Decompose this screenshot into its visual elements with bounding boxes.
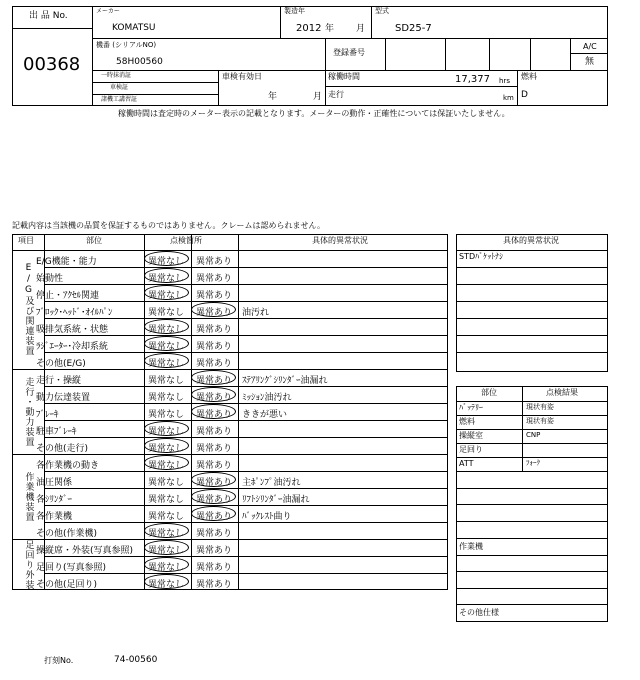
part-name: 操縦席・外装(写真参照) (36, 546, 134, 556)
option-present: 異常あり (196, 461, 233, 471)
part-name: 動力伝達装置 (36, 393, 91, 403)
note-mid: 記載内容は当該機の品質を保証するものではありません。クレームは認められません。 (12, 221, 325, 230)
option-none: 異常なし (148, 274, 185, 284)
option-none: 異常なし (148, 563, 185, 573)
table-row (0, 454, 448, 471)
issue-detail: ﾊﾞｯｸﾚｽﾄ曲り (242, 512, 292, 522)
circle-none-mark (144, 540, 189, 555)
extra-issues-header: 具体的異常状況 (503, 236, 559, 245)
table-row (0, 556, 448, 573)
option-none: 異常なし (148, 529, 185, 539)
col-check-header: 点検箇所 (170, 236, 202, 245)
maker-value: KOMATSU (112, 23, 156, 33)
inspection-expiry-label: 車検有効日 (222, 72, 262, 81)
component-name: 燃料 (459, 417, 475, 426)
part-name: 各作業機 (36, 512, 73, 522)
option-present: 異常あり (196, 512, 233, 522)
option-present: 異常あり (196, 342, 233, 352)
col-part-header: 部位 (86, 236, 102, 245)
option-present: 異常あり (196, 563, 233, 573)
part-name: 停止・ｱｸｾﾙ関連 (36, 291, 100, 301)
option-none: 異常なし (148, 308, 185, 318)
option-none: 異常なし (148, 325, 185, 335)
part-name: 油圧関係 (36, 478, 73, 488)
option-none: 異常なし (148, 291, 185, 301)
option-none: 異常なし (148, 461, 185, 471)
expiry-year-unit: 年 (268, 92, 278, 102)
table-row (0, 267, 448, 284)
option-none: 異常なし (148, 257, 185, 267)
circle-none-mark (144, 319, 189, 334)
option-none: 異常なし (148, 359, 185, 369)
hours-unit: hrs (499, 77, 510, 85)
option-present: 異常あり (196, 257, 233, 267)
month-unit: 月 (356, 24, 366, 34)
table-row (0, 250, 448, 267)
lot-label: 出 品 No. (29, 11, 68, 21)
option-none: 異常なし (148, 512, 185, 522)
component-result: ﾌｫｰｸ (526, 459, 540, 467)
part-name: ﾗｼﾞｴｰﾀｰ･冷却系統 (36, 342, 109, 352)
part-name: その他(作業機) (36, 529, 98, 539)
option-none: 異常なし (148, 427, 185, 437)
part-name: その他(走行) (36, 444, 89, 454)
component-result: 現状有姿 (526, 403, 554, 411)
circle-none-mark (144, 336, 189, 351)
option-none: 異常なし (148, 342, 185, 352)
option-present: 異常あり (196, 308, 233, 318)
circle-none-mark (144, 523, 189, 538)
option-none: 異常なし (148, 495, 185, 505)
year-value: 2012 (296, 23, 322, 34)
fuel-value: D (521, 90, 528, 100)
circle-none-mark (144, 353, 189, 368)
year-unit: 年 (325, 24, 335, 34)
table-row (456, 457, 608, 471)
part-name: ﾌﾞﾚｰｷ (36, 410, 59, 420)
part-name: 吸排気系統・状態 (36, 325, 109, 335)
option-none: 異常なし (148, 546, 185, 556)
circle-present-mark (191, 489, 236, 504)
option-none: 異常なし (148, 580, 185, 590)
part-name: 各作業機の動き (36, 461, 100, 471)
option-present: 異常あり (196, 393, 233, 403)
note-top: 稼働時間は査定時のメーター表示の記載となります。メーターの動作・正確性については保証いたしません。 (118, 109, 510, 118)
work-equipment-label: 作業機 (459, 542, 483, 551)
option-present: 異常あり (196, 376, 233, 386)
option-present: 異常あり (196, 478, 233, 488)
part-name: ﾌﾞﾛｯｸ･ﾍｯﾄﾞ･ｵｲﾙﾊﾟﾝ (36, 308, 113, 318)
other-spec-label: その他仕様 (459, 608, 499, 617)
group-label: E/G及び関連装置 (23, 263, 34, 356)
group-label: 走行・動力装置 (23, 376, 34, 447)
col-detail-header: 具体的異常状況 (312, 236, 368, 245)
part-name: 各ｼﾘﾝﾀﾞｰ (36, 495, 73, 505)
issue-detail: ﾐｯｼｮﾝ油汚れ (242, 393, 292, 403)
table-row (0, 573, 448, 590)
option-present: 異常あり (196, 427, 233, 437)
table-row (0, 369, 448, 386)
table-row (0, 539, 448, 556)
table-row (0, 386, 448, 403)
issue-detail: 主ﾎﾟﾝﾌﾟ油汚れ (242, 478, 301, 488)
issue-detail: ﾘﾌﾄｼﾘﾝﾀﾞｰ油漏れ (242, 495, 310, 505)
issue-detail: ききが悪い (242, 410, 288, 420)
option-present: 異常あり (196, 291, 233, 301)
extra-issue-1: STDﾊﾞｹｯﾄﾅｼ (459, 252, 504, 261)
group-label: 足回り外装 (23, 539, 34, 590)
component-result: CNP (526, 431, 541, 439)
part-name: その他(足回り) (36, 580, 98, 590)
option-present: 異常あり (196, 325, 233, 335)
option-none: 異常なし (148, 376, 185, 386)
table-row (0, 335, 448, 352)
component-name: ATT (459, 459, 474, 468)
inspection-cert-label: 車検証 (110, 84, 129, 91)
hours-value: 17,377 (455, 74, 490, 85)
option-none: 異常なし (148, 410, 185, 420)
circle-none-mark (144, 285, 189, 300)
expiry-month-unit: 月 (313, 92, 323, 102)
option-present: 異常あり (196, 546, 233, 556)
circle-present-mark (191, 370, 236, 385)
table-row (456, 401, 608, 415)
circle-none-mark (144, 574, 189, 589)
header-box (12, 6, 608, 106)
circle-present-mark (191, 472, 236, 487)
maker-label: メーカー (96, 8, 120, 15)
table-row (0, 301, 448, 318)
table-row (0, 522, 448, 539)
model-label: 型式 (375, 7, 389, 15)
fuel-label: 燃料 (521, 72, 537, 81)
component-name: 足回り (459, 445, 483, 454)
table-row (0, 505, 448, 522)
serial-value: 58H00560 (116, 57, 163, 67)
table-row (456, 443, 608, 457)
part-name: 始動性 (36, 274, 64, 284)
table-row (0, 403, 448, 420)
group-label: 作業機装置 (23, 471, 34, 522)
option-present: 異常あり (196, 359, 233, 369)
option-present: 異常あり (196, 274, 233, 284)
table-row (0, 352, 448, 369)
option-present: 異常あり (196, 410, 233, 420)
circle-none-mark (144, 251, 189, 266)
serial-label: 機番 (シリアルNO) (96, 41, 157, 49)
table-row (0, 318, 448, 335)
circle-none-mark (144, 268, 189, 283)
circle-none-mark (144, 438, 189, 453)
circle-present-mark (191, 404, 236, 419)
circle-present-mark (191, 387, 236, 402)
circle-present-mark (191, 506, 236, 521)
reg-label: 登録番号 (333, 48, 365, 57)
table-row (0, 284, 448, 301)
course-cert-label: 諸機工講習証 (101, 96, 138, 103)
option-present: 異常あり (196, 529, 233, 539)
table-row (0, 488, 448, 505)
circle-present-mark (191, 302, 236, 317)
table-row (456, 415, 608, 429)
km-unit: km (503, 94, 514, 102)
stamp-value: 74-00560 (114, 655, 158, 665)
model-value: SD25-7 (395, 23, 432, 34)
component-name: ﾊﾞｯﾃﾘｰ (459, 403, 483, 412)
km-label: 走行 (328, 90, 344, 99)
ac-value: 無 (585, 57, 595, 67)
comp-header-result: 点検結果 (546, 388, 578, 397)
table-row (0, 420, 448, 437)
comp-header-part: 部位 (481, 388, 497, 397)
component-name: 操縦室 (459, 431, 483, 440)
part-name: 足回り(写真参照) (36, 563, 107, 573)
year-label: 製造年 (284, 7, 305, 15)
option-none: 異常なし (148, 478, 185, 488)
circle-none-mark (144, 421, 189, 436)
option-none: 異常なし (148, 393, 185, 403)
stamp-label: 打刻No. (44, 656, 74, 665)
part-name: E/G機能・能力 (36, 257, 97, 267)
table-row (0, 437, 448, 454)
option-present: 異常あり (196, 444, 233, 454)
option-none: 異常なし (148, 444, 185, 454)
issue-detail: ｽﾃｱﾘﾝｸﾞｼﾘﾝﾀﾞｰ油漏れ (242, 376, 328, 386)
table-row (456, 429, 608, 443)
lot-number: 00368 (23, 54, 81, 75)
circle-none-mark (144, 455, 189, 470)
component-result: 現状有姿 (526, 417, 554, 425)
part-name: 走行・操縦 (36, 376, 82, 386)
option-present: 異常あり (196, 580, 233, 590)
part-name: その他(E/G) (36, 359, 86, 369)
issue-detail: 油汚れ (242, 308, 270, 318)
ac-label: A/C (583, 42, 597, 51)
option-present: 異常あり (196, 495, 233, 505)
col-item-header: 項目 (18, 236, 34, 245)
hours-label: 稼働時間 (328, 72, 360, 81)
temp-plate-label: 一時抹消証 (101, 72, 132, 79)
table-row (0, 471, 448, 488)
part-name: 駐車ﾌﾞﾚｰｷ (36, 427, 77, 437)
circle-none-mark (144, 557, 189, 572)
